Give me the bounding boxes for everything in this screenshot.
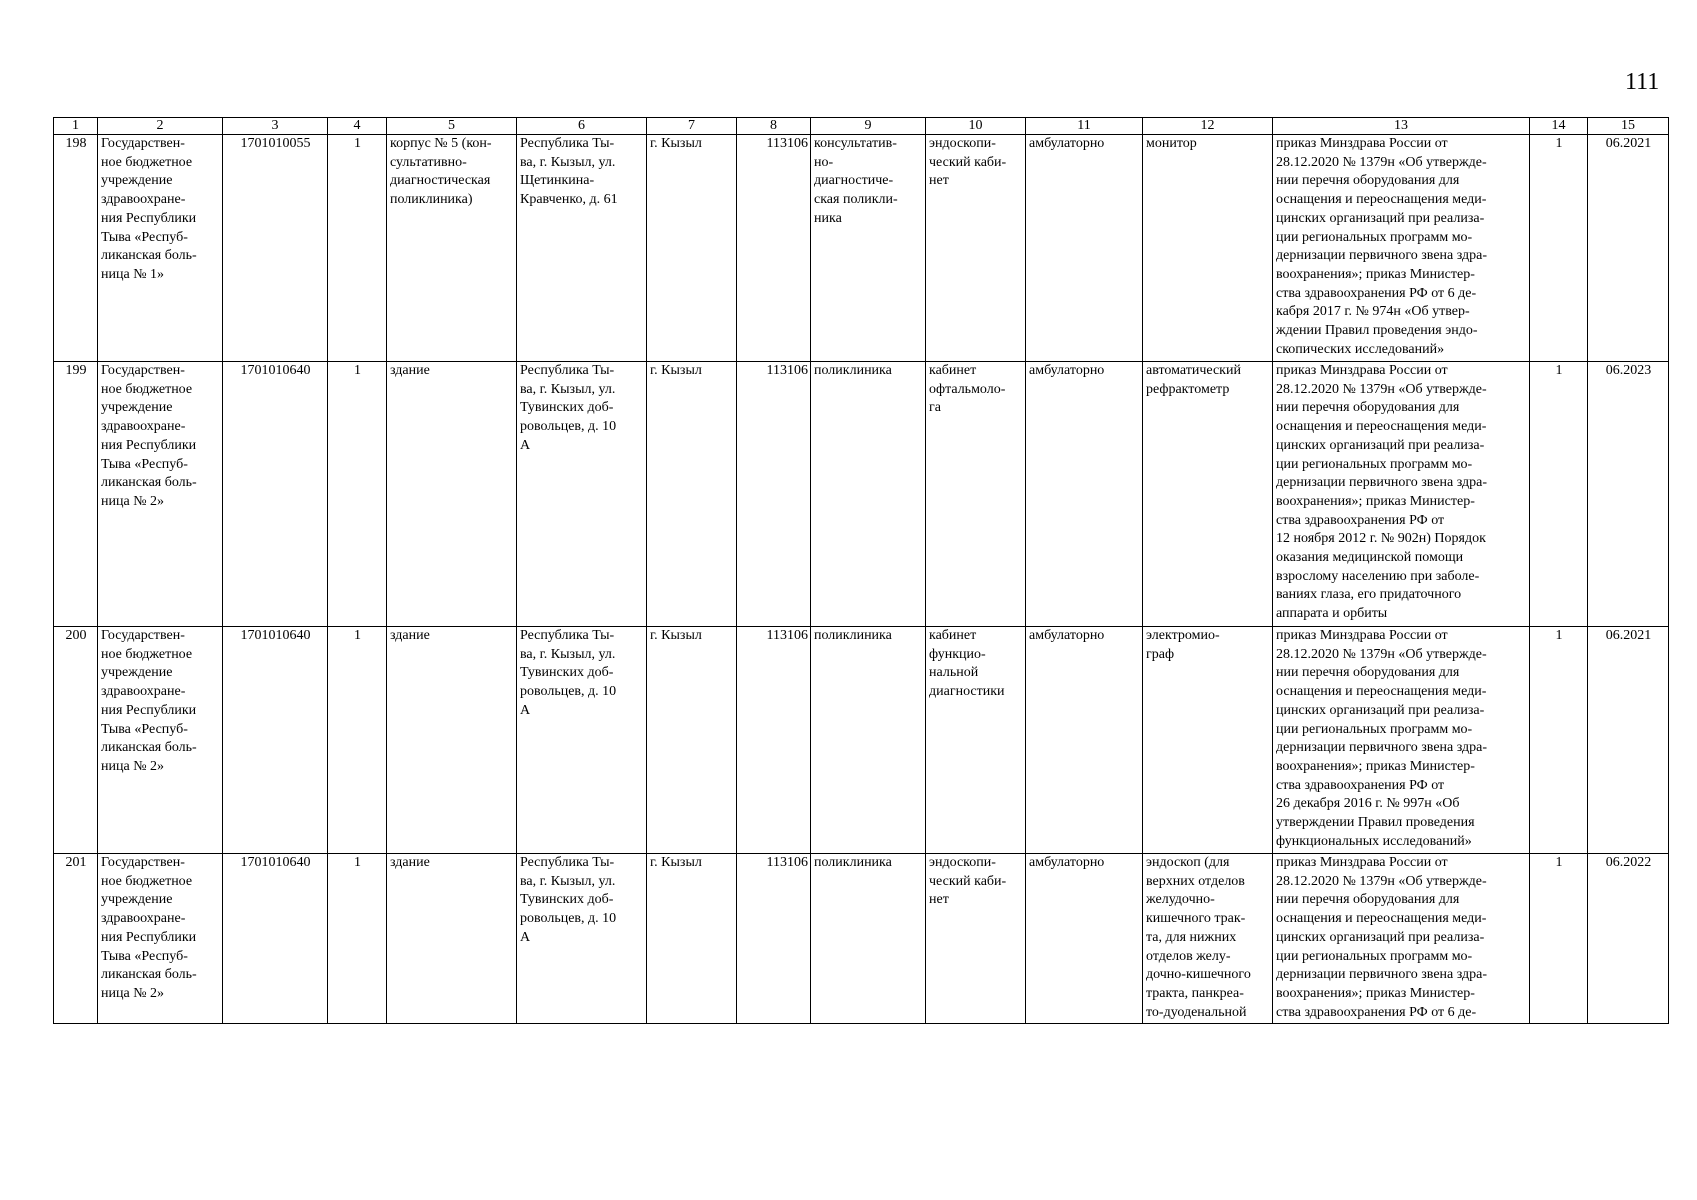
care-form: амбулаторно <box>1026 362 1143 627</box>
building: здание <box>387 854 517 1024</box>
quantity: 1 <box>1530 627 1588 854</box>
row-number: 199 <box>54 362 98 627</box>
target-date: 06.2022 <box>1588 854 1669 1024</box>
care-form: амбулаторно <box>1026 135 1143 362</box>
city: г. Кызыл <box>647 135 737 362</box>
oktmo-code: 113106 <box>737 362 811 627</box>
organization-name: Государствен- ное бюджетное учреждение здравоохране- ния Республики Тыва «Респуб- ликанская боль- ница № 2» <box>98 627 223 854</box>
table-row <box>54 627 1669 854</box>
column-number-12: 12 <box>1143 118 1273 135</box>
legal-basis: приказ Минздрава России от 28.12.2020 № 1379н «Об утвержде- нии перечня оборудования для оснащения и переоснащения меди- цинских организаций при реализа- ции региональных программ мо- дернизации первичного звена здра- воохранения»; приказ Министер- ства здравоохранения РФ от 26 декабря 2016 г. № 997н «Об утверждении Правил проведения функциональных исследований» <box>1273 627 1530 854</box>
column-number-4: 4 <box>328 118 387 135</box>
oktmo-code: 113106 <box>737 627 811 854</box>
care-form: амбулаторно <box>1026 854 1143 1024</box>
subdivision: консультатив- но- диагностиче- ская поликли- ника <box>811 135 926 362</box>
equipment: автоматический рефрактометр <box>1143 362 1273 627</box>
legal-basis: приказ Минздрава России от 28.12.2020 № 1379н «Об утвержде- нии перечня оборудования для оснащения и переоснащения меди- цинских организаций при реализа- ции региональных программ мо- дернизации первичного звена здра- воохранения»; приказ Министер- ства здравоохранения РФ от 6 де- <box>1273 854 1530 1024</box>
column-4-value: 1 <box>328 854 387 1024</box>
column-number-7: 7 <box>647 118 737 135</box>
subdivision: поликлиника <box>811 627 926 854</box>
equipment: электромио- граф <box>1143 627 1273 854</box>
organization-name: Государствен- ное бюджетное учреждение здравоохране- ния Республики Тыва «Респуб- ликанская боль- ница № 2» <box>98 362 223 627</box>
column-4-value: 1 <box>328 627 387 854</box>
quantity: 1 <box>1530 362 1588 627</box>
equipment: монитор <box>1143 135 1273 362</box>
column-number-8: 8 <box>737 118 811 135</box>
room: кабинет офтальмоло- га <box>926 362 1026 627</box>
address: Республика Ты- ва, г. Кызыл, ул. Тувинских доб- ровольцев, д. 10 А <box>517 627 647 854</box>
page-number: 111 <box>1625 69 1660 95</box>
equipment: эндоскоп (для верхних отделов желудочно- кишечного трак- та, для нижних отделов желу- дочно-кишечного тракта, панкреа- то-дуоденальной <box>1143 854 1273 1024</box>
organization-name: Государствен- ное бюджетное учреждение здравоохране- ния Республики Тыва «Респуб- ликанская боль- ница № 2» <box>98 854 223 1024</box>
city: г. Кызыл <box>647 627 737 854</box>
address: Республика Ты- ва, г. Кызыл, ул. Тувинских доб- ровольцев, д. 10 А <box>517 854 647 1024</box>
quantity: 1 <box>1530 135 1588 362</box>
column-number-3: 3 <box>223 118 328 135</box>
row-number: 201 <box>54 854 98 1024</box>
column-number-14: 14 <box>1530 118 1588 135</box>
city: г. Кызыл <box>647 362 737 627</box>
equipment-registry-table <box>53 117 1669 1024</box>
building: здание <box>387 627 517 854</box>
column-number-13: 13 <box>1273 118 1530 135</box>
organization-code: 1701010055 <box>223 135 328 362</box>
column-number-9: 9 <box>811 118 926 135</box>
address: Республика Ты- ва, г. Кызыл, ул. Тувинских доб- ровольцев, д. 10 А <box>517 362 647 627</box>
address: Республика Ты- ва, г. Кызыл, ул. Щетинкина- Кравченко, д. 61 <box>517 135 647 362</box>
organization-code: 1701010640 <box>223 627 328 854</box>
room: эндоскопи- ческий каби- нет <box>926 854 1026 1024</box>
organization-code: 1701010640 <box>223 362 328 627</box>
column-number-row <box>54 118 1669 135</box>
legal-basis: приказ Минздрава России от 28.12.2020 № 1379н «Об утвержде- нии перечня оборудования для оснащения и переоснащения меди- цинских организаций при реализа- ции региональных программ мо- дернизации первичного звена здра- воохранения»; приказ Министер- ства здравоохранения РФ от 6 де- кабря 2017 г. № 974н «Об утвер- ждении Правил проведения эндо- скопических исследований» <box>1273 135 1530 362</box>
column-number-2: 2 <box>98 118 223 135</box>
row-number: 200 <box>54 627 98 854</box>
column-4-value: 1 <box>328 362 387 627</box>
organization-name: Государствен- ное бюджетное учреждение здравоохране- ния Республики Тыва «Респуб- ликанская боль- ница № 1» <box>98 135 223 362</box>
column-number-15: 15 <box>1588 118 1669 135</box>
table-row <box>54 135 1669 362</box>
column-number-11: 11 <box>1026 118 1143 135</box>
subdivision: поликлиника <box>811 362 926 627</box>
building: корпус № 5 (кон- сультативно- диагностическая поликлиника) <box>387 135 517 362</box>
subdivision: поликлиника <box>811 854 926 1024</box>
row-number: 198 <box>54 135 98 362</box>
building: здание <box>387 362 517 627</box>
column-4-value: 1 <box>328 135 387 362</box>
oktmo-code: 113106 <box>737 854 811 1024</box>
target-date: 06.2021 <box>1588 627 1669 854</box>
care-form: амбулаторно <box>1026 627 1143 854</box>
column-number-10: 10 <box>926 118 1026 135</box>
legal-basis: приказ Минздрава России от 28.12.2020 № 1379н «Об утвержде- нии перечня оборудования для оснащения и переоснащения меди- цинских организаций при реализа- ции региональных программ мо- дернизации первичного звена здра- воохранения»; приказ Министер- ства здравоохранения РФ от 12 ноября 2012 г. № 902н) Порядок оказания медицинской помощи взрослому населению при заболе- ваниях глаза, его придаточного аппарата и орбиты <box>1273 362 1530 627</box>
room: кабинет функцио- нальной диагностики <box>926 627 1026 854</box>
table-row <box>54 854 1669 1024</box>
target-date: 06.2023 <box>1588 362 1669 627</box>
room: эндоскопи- ческий каби- нет <box>926 135 1026 362</box>
oktmo-code: 113106 <box>737 135 811 362</box>
quantity: 1 <box>1530 854 1588 1024</box>
column-number-6: 6 <box>517 118 647 135</box>
column-number-5: 5 <box>387 118 517 135</box>
organization-code: 1701010640 <box>223 854 328 1024</box>
column-number-1: 1 <box>54 118 98 135</box>
table-row <box>54 362 1669 627</box>
target-date: 06.2021 <box>1588 135 1669 362</box>
city: г. Кызыл <box>647 854 737 1024</box>
